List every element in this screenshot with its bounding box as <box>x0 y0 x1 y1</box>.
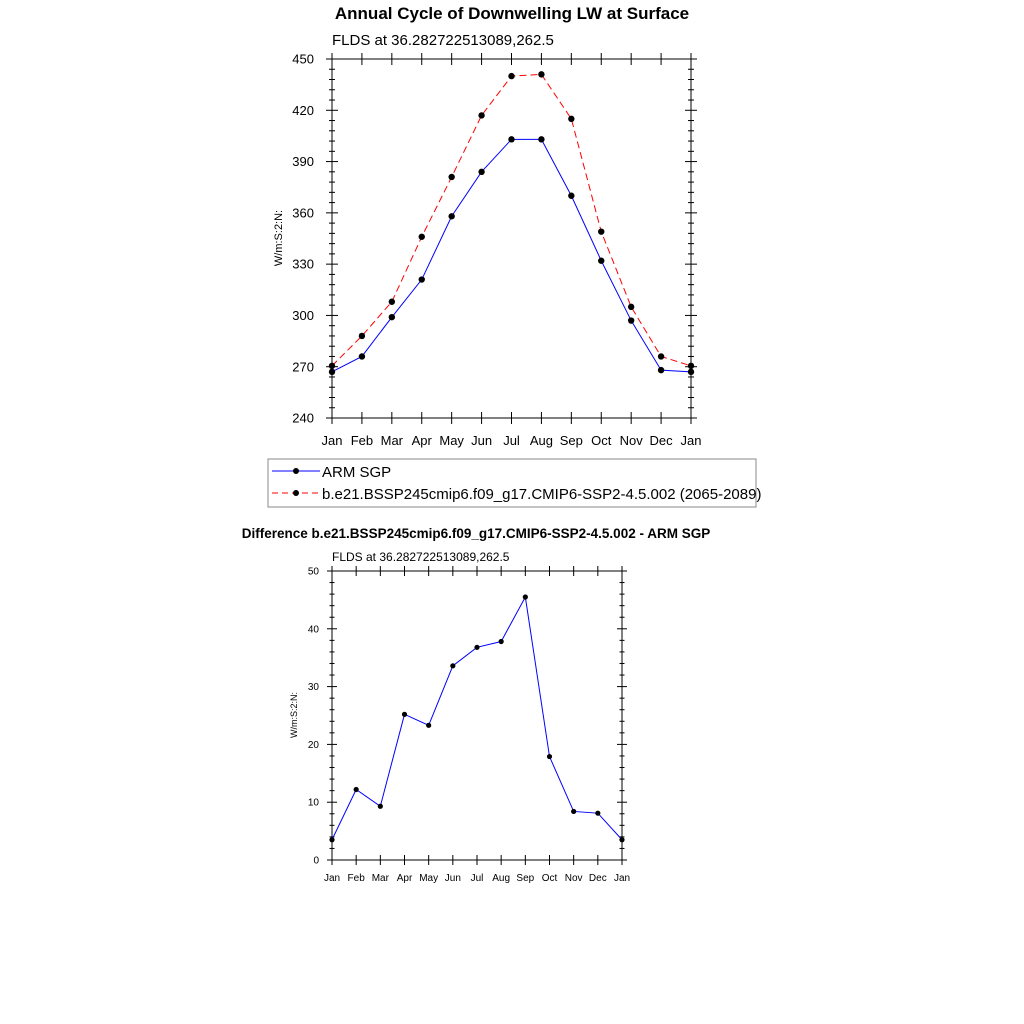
chart2-series-0-point <box>499 639 504 644</box>
chart1-series-1-point <box>568 116 574 122</box>
legend-marker-model <box>293 490 299 496</box>
chart1-legend <box>268 459 761 507</box>
chart1-series-0-point <box>359 353 365 359</box>
chart2-series-0-point <box>474 645 479 650</box>
chart2-ytick-label: 20 <box>307 739 319 751</box>
chart1-series-1-point <box>389 299 395 305</box>
chart2-series-0-point <box>378 804 383 809</box>
chart2-series-0-point <box>329 837 334 842</box>
chart2-plot-area <box>329 594 624 842</box>
chart2-series-0-point <box>547 754 552 759</box>
chart1-ytick-label: 300 <box>292 307 314 323</box>
annual-cycle-chart <box>268 4 761 507</box>
chart1-ytick-label: 270 <box>292 359 314 375</box>
chart1-series-0-point <box>568 193 574 199</box>
chart1-series-1-point <box>658 353 664 359</box>
chart2-series-0-point <box>426 723 431 728</box>
chart1-series-1-line <box>332 74 691 365</box>
difference-chart <box>242 526 710 884</box>
chart1-axes <box>292 52 701 448</box>
chart2-ytick-label: 30 <box>307 682 319 694</box>
chart1-ytick-label: 420 <box>292 102 314 118</box>
chart2-ytick-label: 0 <box>313 855 319 867</box>
chart1-series-1-point <box>688 363 694 369</box>
chart1-xtick-label: Aug <box>529 433 553 448</box>
chart1-xtick-label: Oct <box>591 433 612 448</box>
chart1-series-0-point <box>688 369 694 375</box>
chart1-ylabel: W/m:S:2:N: <box>273 209 285 267</box>
chart2-series-0-line <box>332 597 622 840</box>
chart1-series-0-point <box>598 258 604 264</box>
chart2-series-0-point <box>523 594 528 599</box>
chart2-ytick-label: 40 <box>307 624 319 636</box>
chart1-xtick-label: May <box>439 433 464 448</box>
chart2-title: Difference b.e21.BSSP245cmip6.f09_g17.CMIP6-SSP2-4.5.002 - ARM SGP <box>241 526 711 541</box>
chart2-xtick-label: May <box>419 873 439 884</box>
chart2-axes <box>308 566 630 884</box>
chart1-series-0-point <box>658 367 664 373</box>
chart1-series-0-point <box>478 169 484 175</box>
chart2-xtick-label: Aug <box>492 873 511 884</box>
chart1-subtitle: FLDS at 36.282722513089,262.5 <box>332 32 554 49</box>
chart1-series-0-point <box>538 136 544 142</box>
chart2-series-0-point <box>595 811 600 816</box>
chart1-series-0-point <box>389 314 395 320</box>
chart1-ytick-label: 330 <box>292 256 314 272</box>
chart1-series-0-point <box>628 317 634 323</box>
chart1-series-1-point <box>628 304 634 310</box>
chart1-series-1-point <box>538 71 544 77</box>
chart1-series-0-point <box>329 369 335 375</box>
chart1-xtick-label: Sep <box>559 433 583 448</box>
chart1-plot-area <box>329 71 694 375</box>
chart2-ytick-label: 50 <box>307 566 319 578</box>
chart1-xtick-label: Mar <box>380 433 404 448</box>
chart2-series-0-point <box>450 663 455 668</box>
legend-label-model: b.e21.BSSP245cmip6.f09_g17.CMIP6-SSP2-4.5.002 (2065-2089) <box>322 486 762 503</box>
chart1-xtick-label: Feb <box>350 433 374 448</box>
chart1-series-1-point <box>448 174 454 180</box>
chart2-subtitle: FLDS at 36.282722513089,262.5 <box>332 550 510 564</box>
chart2-series-0-point <box>402 712 407 717</box>
chart2-series-0-point <box>354 787 359 792</box>
chart2-xtick-label: Mar <box>371 873 389 884</box>
chart2-xtick-label: Jan <box>323 873 341 884</box>
chart1-series-1-point <box>359 333 365 339</box>
chart1-series-0-point <box>448 213 454 219</box>
chart2-xtick-label: Jul <box>470 873 484 884</box>
chart1-xtick-label: Apr <box>411 433 432 448</box>
chart1-xtick-label: Jun <box>471 433 493 448</box>
chart1-series-0-point <box>419 276 425 282</box>
chart1-series-0-line <box>332 139 691 371</box>
chart2-xtick-label: Nov <box>564 873 583 884</box>
chart2-plot-frame <box>332 571 622 860</box>
chart1-ytick-label: 450 <box>292 51 314 67</box>
chart1-xtick-label: Jul <box>503 433 520 448</box>
chart2-xtick-label: Jun <box>444 873 461 884</box>
chart1-series-0-point <box>508 136 514 142</box>
chart1-ytick-label: 390 <box>292 154 314 170</box>
chart1-series-1-point <box>329 363 335 369</box>
chart1-series-1-point <box>478 112 484 118</box>
legend-marker-arm-sgp <box>293 468 299 474</box>
chart1-xtick-label: Nov <box>619 433 643 448</box>
chart2-xtick-label: Apr <box>396 873 413 884</box>
chart2-xtick-label: Oct <box>541 873 558 884</box>
chart1-ytick-label: 360 <box>292 205 314 221</box>
chart2-ytick-label: 10 <box>307 797 319 809</box>
chart1-plot-frame <box>332 59 691 418</box>
chart1-ytick-label: 240 <box>292 410 314 426</box>
chart1-series-1-point <box>508 73 514 79</box>
chart2-xtick-label: Jan <box>613 873 631 884</box>
chart1-series-1-point <box>419 234 425 240</box>
chart1-xtick-label: Jan <box>680 433 702 448</box>
chart2-series-0-point <box>619 837 624 842</box>
chart2-ylabel: W/m:S:2:N: <box>289 691 299 739</box>
chart1-xtick-label: Jan <box>321 433 343 448</box>
chart1-series-1-point <box>598 228 604 234</box>
chart2-series-0-point <box>571 809 576 814</box>
chart2-xtick-label: Dec <box>588 873 607 884</box>
legend-label-arm-sgp: ARM SGP <box>322 464 392 481</box>
chart2-xtick-label: Feb <box>347 873 365 884</box>
chart1-xtick-label: Dec <box>649 433 673 448</box>
chart2-xtick-label: Sep <box>516 873 535 884</box>
chart1-title: Annual Cycle of Downwelling LW at Surface <box>334 4 690 23</box>
